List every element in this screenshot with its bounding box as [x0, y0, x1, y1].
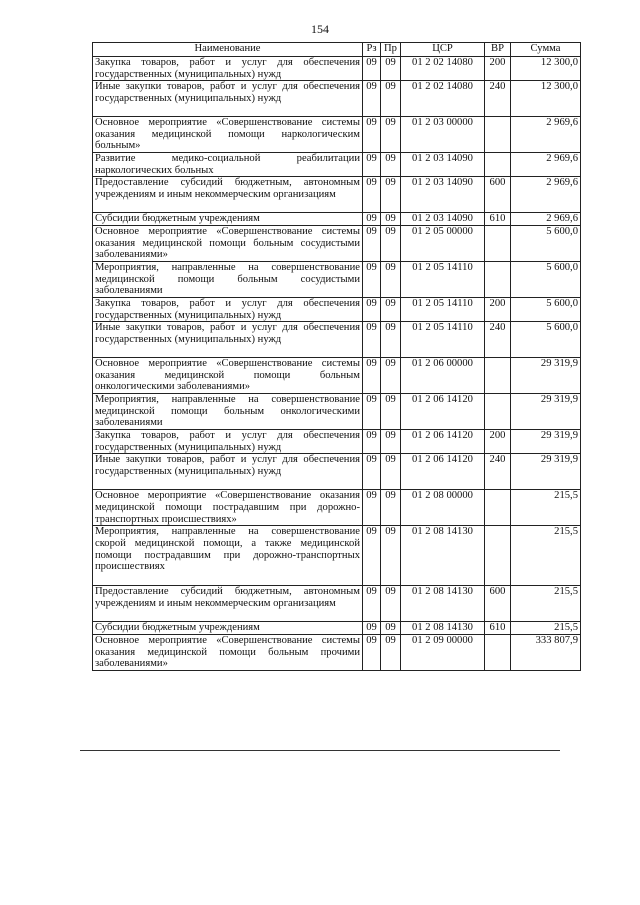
budget-table [92, 42, 581, 671]
row-rz: 09 [363, 490, 381, 526]
row-vr [485, 358, 511, 394]
row-rz: 09 [363, 322, 381, 358]
row-csr: 01 2 02 14080 [401, 57, 485, 81]
row-rz: 09 [363, 57, 381, 81]
row-sum: 5 600,0 [511, 225, 581, 261]
table-row [93, 57, 581, 81]
row-rz: 09 [363, 81, 381, 117]
table-row [93, 454, 581, 490]
row-sum: 2 969,6 [511, 153, 581, 177]
row-sum: 5 600,0 [511, 261, 581, 297]
row-csr: 01 2 03 14090 [401, 213, 485, 226]
row-csr: 01 2 09 00000 [401, 634, 485, 670]
header-csr: ЦСР [401, 43, 485, 57]
row-name: Закупка товаров, работ и услуг для обеспечения государственных (муниципальных) нужд [93, 430, 363, 454]
row-pr: 09 [381, 261, 401, 297]
row-csr: 01 2 08 00000 [401, 490, 485, 526]
row-name: Предоставление субсидий бюджетным, автономным учреждениям и иным некоммерческим организациям [93, 177, 363, 213]
table-row [93, 526, 581, 586]
row-vr [485, 634, 511, 670]
row-vr [485, 526, 511, 586]
row-name: Основное мероприятие «Совершенствование системы оказания медицинской помощи больным сосудистыми заболеваниями» [93, 225, 363, 261]
row-pr: 09 [381, 213, 401, 226]
table-row [93, 358, 581, 394]
row-csr: 01 2 08 14130 [401, 622, 485, 635]
row-pr: 09 [381, 490, 401, 526]
row-rz: 09 [363, 358, 381, 394]
row-csr: 01 2 03 00000 [401, 117, 485, 153]
row-name: Закупка товаров, работ и услуг для обеспечения государственных (муниципальных) нужд [93, 297, 363, 321]
row-pr: 09 [381, 586, 401, 622]
row-vr: 200 [485, 430, 511, 454]
row-rz: 09 [363, 117, 381, 153]
table-row [93, 634, 581, 670]
row-vr [485, 117, 511, 153]
row-name: Предоставление субсидий бюджетным, автономным учреждениям и иным некоммерческим организациям [93, 586, 363, 622]
row-pr: 09 [381, 322, 401, 358]
row-rz: 09 [363, 394, 381, 430]
row-rz: 09 [363, 634, 381, 670]
row-sum: 333 807,9 [511, 634, 581, 670]
row-vr [485, 490, 511, 526]
row-vr: 240 [485, 454, 511, 490]
row-pr: 09 [381, 177, 401, 213]
table-row [93, 297, 581, 321]
row-name: Основное мероприятие «Совершенствование оказания медицинской помощи пострадавшим при дорожно-транспортных происшествиях» [93, 490, 363, 526]
row-csr: 01 2 02 14080 [401, 81, 485, 117]
row-csr: 01 2 05 00000 [401, 225, 485, 261]
row-name: Иные закупки товаров, работ и услуг для обеспечения государственных (муниципальных) нужд [93, 81, 363, 117]
header-pr: Пр [381, 43, 401, 57]
row-sum: 29 319,9 [511, 454, 581, 490]
row-name: Иные закупки товаров, работ и услуг для обеспечения государственных (муниципальных) нужд [93, 454, 363, 490]
row-rz: 09 [363, 153, 381, 177]
row-sum: 5 600,0 [511, 322, 581, 358]
header-name: Наименование [93, 43, 363, 57]
row-sum: 215,5 [511, 622, 581, 635]
table-row [93, 225, 581, 261]
row-pr: 09 [381, 225, 401, 261]
row-name: Основное мероприятие «Совершенствование системы оказания медицинской помощи больным онкологическими заболеваниями» [93, 358, 363, 394]
table-row [93, 81, 581, 117]
header-vr: ВР [485, 43, 511, 57]
table-row [93, 261, 581, 297]
row-csr: 01 2 06 14120 [401, 394, 485, 430]
row-vr: 610 [485, 213, 511, 226]
row-name: Субсидии бюджетным учреждениям [93, 213, 363, 226]
row-name: Мероприятия, направленные на совершенствование скорой медицинской помощи, а также медицинской помощи пострадавшим при дорожно-транспортных происшествиях [93, 526, 363, 586]
row-pr: 09 [381, 358, 401, 394]
row-sum: 2 969,6 [511, 213, 581, 226]
row-rz: 09 [363, 430, 381, 454]
header-sum: Сумма [511, 43, 581, 57]
row-name: Основное мероприятие «Совершенствование системы оказания медицинской помощи наркологическим больным» [93, 117, 363, 153]
row-vr [485, 153, 511, 177]
table-row [93, 213, 581, 226]
row-csr: 01 2 08 14130 [401, 526, 485, 586]
row-name: Основное мероприятие «Совершенствование системы оказания медицинской помощи больным прочими заболеваниями» [93, 634, 363, 670]
row-name: Субсидии бюджетным учреждениям [93, 622, 363, 635]
row-name: Мероприятия, направленные на совершенствование медицинской помощи больным онкологическими заболеваниями [93, 394, 363, 430]
row-rz: 09 [363, 297, 381, 321]
row-csr: 01 2 06 00000 [401, 358, 485, 394]
row-csr: 01 2 03 14090 [401, 153, 485, 177]
row-csr: 01 2 05 14110 [401, 297, 485, 321]
row-rz: 09 [363, 454, 381, 490]
table-row [93, 322, 581, 358]
row-name: Иные закупки товаров, работ и услуг для обеспечения государственных (муниципальных) нужд [93, 322, 363, 358]
page-number: 154 [311, 22, 329, 36]
row-vr: 240 [485, 322, 511, 358]
row-csr: 01 2 05 14110 [401, 322, 485, 358]
row-sum: 2 969,6 [511, 117, 581, 153]
row-csr: 01 2 06 14120 [401, 430, 485, 454]
row-vr [485, 394, 511, 430]
row-csr: 01 2 03 14090 [401, 177, 485, 213]
footer-rule [80, 750, 560, 751]
row-rz: 09 [363, 622, 381, 635]
row-pr: 09 [381, 526, 401, 586]
row-vr: 200 [485, 297, 511, 321]
row-csr: 01 2 08 14130 [401, 586, 485, 622]
row-pr: 09 [381, 454, 401, 490]
row-pr: 09 [381, 394, 401, 430]
table-row [93, 586, 581, 622]
row-name: Развитие медико-социальной реабилитации наркологических больных [93, 153, 363, 177]
row-pr: 09 [381, 297, 401, 321]
table-row [93, 117, 581, 153]
table-row [93, 394, 581, 430]
row-sum: 215,5 [511, 526, 581, 586]
table-row [93, 153, 581, 177]
row-name: Закупка товаров, работ и услуг для обеспечения государственных (муниципальных) нужд [93, 57, 363, 81]
row-vr [485, 225, 511, 261]
row-vr: 200 [485, 57, 511, 81]
row-csr: 01 2 05 14110 [401, 261, 485, 297]
row-pr: 09 [381, 57, 401, 81]
row-sum: 215,5 [511, 490, 581, 526]
table-row [93, 490, 581, 526]
row-sum: 215,5 [511, 586, 581, 622]
table-header-row [93, 43, 581, 57]
header-rz: Рз [363, 43, 381, 57]
row-rz: 09 [363, 261, 381, 297]
row-sum: 2 969,6 [511, 177, 581, 213]
row-pr: 09 [381, 622, 401, 635]
row-vr: 610 [485, 622, 511, 635]
row-name: Мероприятия, направленные на совершенствование медицинской помощи больным сосудистыми заболеваниями [93, 261, 363, 297]
row-vr: 240 [485, 81, 511, 117]
row-rz: 09 [363, 225, 381, 261]
row-rz: 09 [363, 213, 381, 226]
row-sum: 29 319,9 [511, 358, 581, 394]
row-pr: 09 [381, 634, 401, 670]
row-vr: 600 [485, 177, 511, 213]
row-pr: 09 [381, 430, 401, 454]
table-row [93, 622, 581, 635]
table-row [93, 177, 581, 213]
row-sum: 29 319,9 [511, 430, 581, 454]
row-csr: 01 2 06 14120 [401, 454, 485, 490]
row-rz: 09 [363, 526, 381, 586]
row-pr: 09 [381, 117, 401, 153]
row-vr: 600 [485, 586, 511, 622]
row-sum: 29 319,9 [511, 394, 581, 430]
row-sum: 5 600,0 [511, 297, 581, 321]
row-pr: 09 [381, 153, 401, 177]
row-rz: 09 [363, 586, 381, 622]
row-sum: 12 300,0 [511, 81, 581, 117]
row-pr: 09 [381, 81, 401, 117]
row-sum: 12 300,0 [511, 57, 581, 81]
row-vr [485, 261, 511, 297]
table-row [93, 430, 581, 454]
row-rz: 09 [363, 177, 381, 213]
